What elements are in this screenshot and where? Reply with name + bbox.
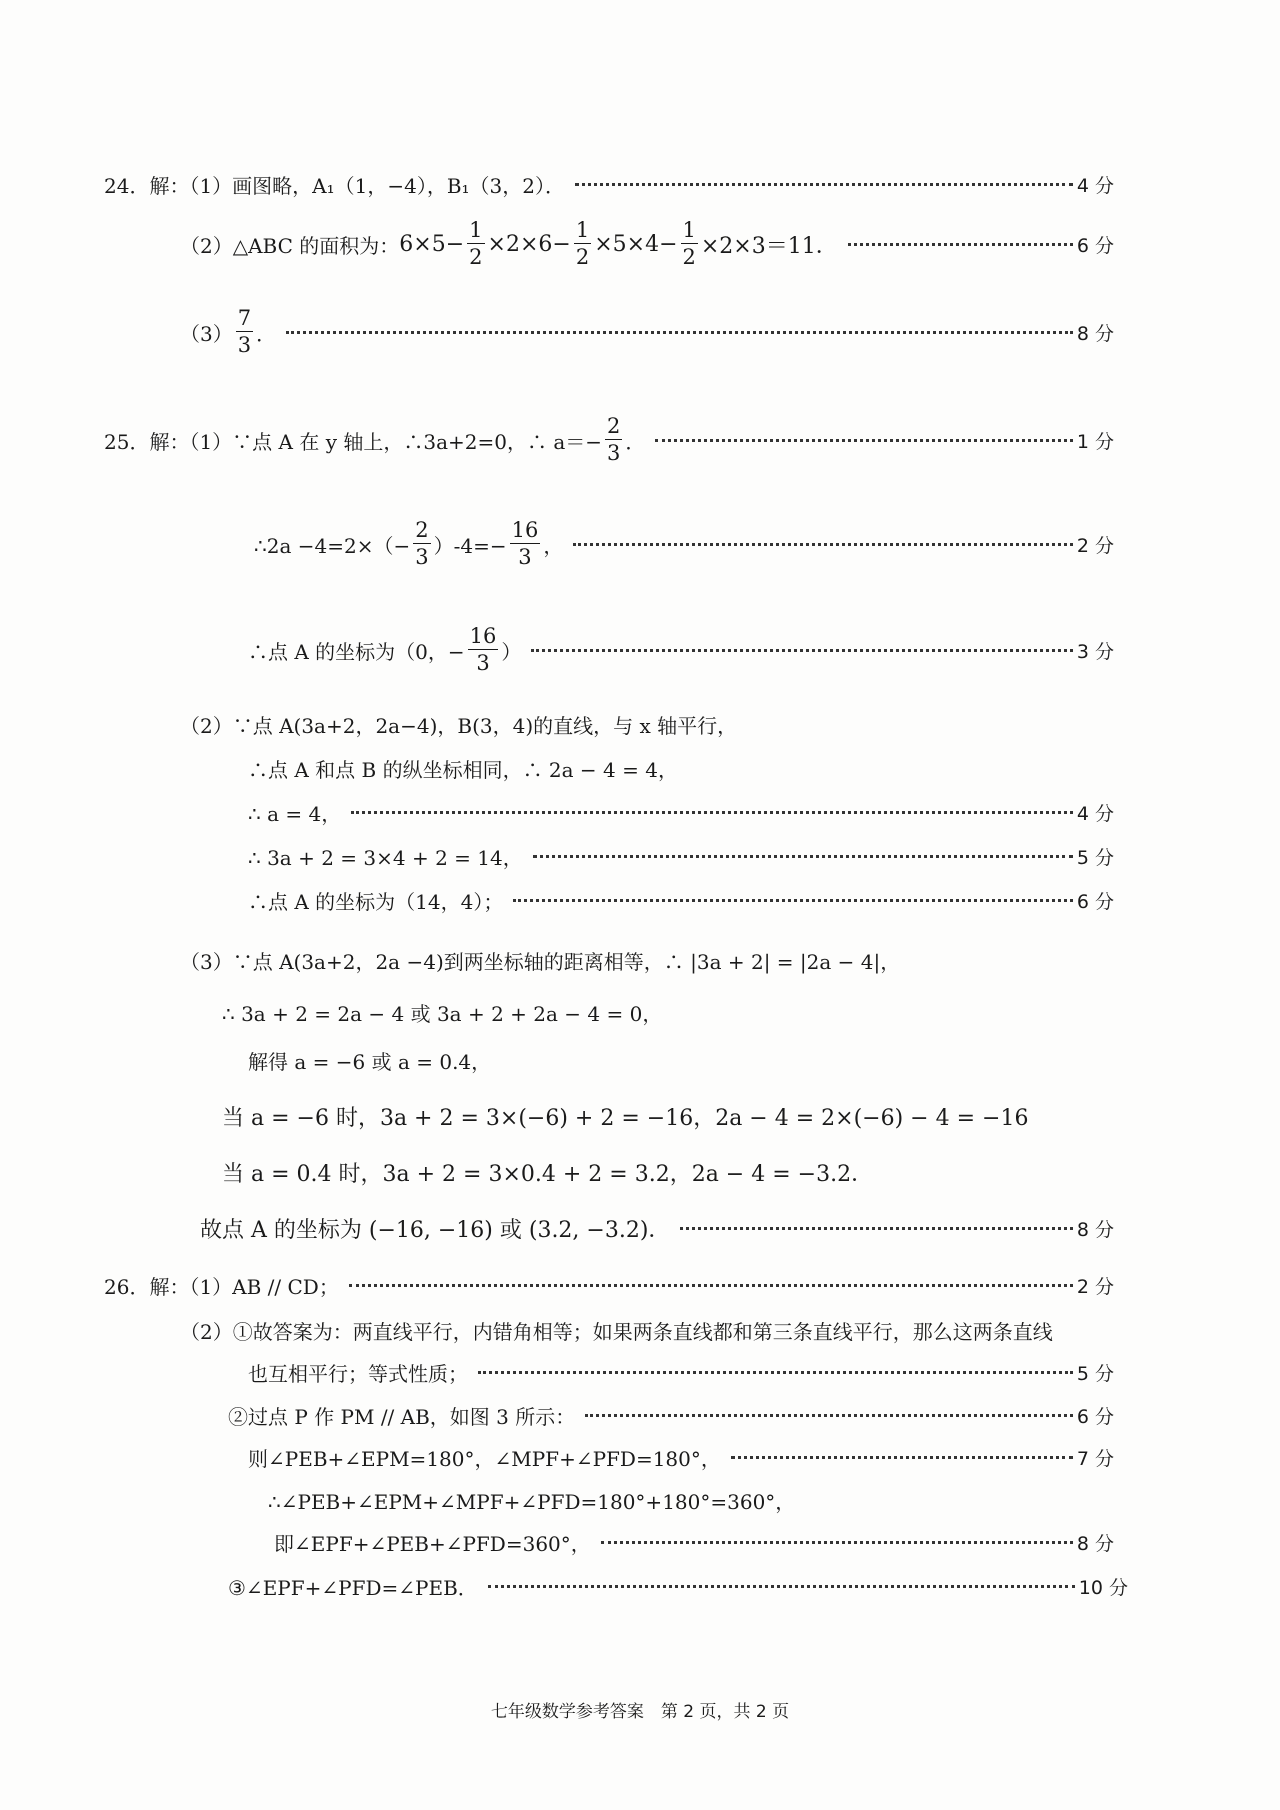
q25-line-4 [180,704,1114,744]
q25-line8-text: ∴点 A 的坐标为（14，4）； [248,889,504,914]
q26-line8-text: ③∠EPF+∠PFD=∠PEB． [228,1575,478,1600]
q25-line12-text: 当 a = −6 时，3a + 2 = 3×(−6) + 2 = −16，2a − 4 = 2×(−6) − 4 = −16 [222,1105,1029,1131]
leader-dots [575,183,1073,186]
q26-line1-score: 2 分 [1076,1275,1114,1298]
q26-line-8 [228,1566,1128,1606]
q24-part3-score: 8 分 [1076,322,1114,345]
q26-line-2 [180,1310,1160,1350]
q26-line4-text: ②过点 P 作 PM // AB，如图 3 所示： [228,1404,576,1429]
q25-line6-score: 4 分 [1076,802,1114,825]
leader-dots [531,649,1072,652]
leader-dots [286,331,1073,334]
q25-line2-score: 2 分 [1076,534,1114,557]
q25-line-6 [248,792,1114,832]
q25-line5-text: ∴点 A 和点 B 的纵坐标相同，∴ 2a − 4 = 4， [248,757,678,782]
leader-dots [655,439,1072,442]
q25-line-2 [254,512,1114,576]
leader-dots [488,1585,1075,1588]
q26-number: 26． [104,1274,150,1299]
leader-dots [848,243,1073,246]
q26-line6-text: ∴∠PEB+∠EPM+∠MPF+∠PFD=180°+180°=360°， [268,1489,796,1514]
q26-line7-score: 8 分 [1076,1532,1114,1555]
q25-line-8 [248,880,1114,920]
q26-line4-score: 6 分 [1076,1405,1114,1428]
q26-line-6 [268,1480,1114,1520]
q25-line1-tail: ． [625,429,646,454]
q25-line2-tail: ， [543,533,564,558]
q26-line-3 [248,1352,1114,1392]
q24-part2-label: （2）△ABC 的面积为： [180,233,400,258]
q26-line3-score: 5 分 [1076,1362,1114,1385]
leader-dots [513,899,1073,902]
leader-dots [585,1414,1073,1417]
q24-number: 24． [104,173,150,198]
q25-line3-score: 3 分 [1076,640,1114,663]
q24-part1-text: 解：（1）画图略，A₁（1，−4），B₁（3，2）． [149,173,566,198]
q25-line3-text: ∴点 A 的坐标为（0，− [248,639,465,664]
leader-dots [349,1284,1073,1287]
q25-line14-score: 8 分 [1076,1218,1114,1241]
q25-line1-score: 1 分 [1076,430,1114,453]
q25-line-11 [248,1040,1114,1080]
fraction-half: $\frac{1}{2}$ [575,218,590,269]
q26-line-1 [104,1265,1114,1305]
q26-line2-text: （2）①故答案为：两直线平行，内错角相等；如果两条直线都和第三条直线平行，那么这两条直线 [180,1319,1053,1344]
q26-line7-text: 即∠EPF+∠PEB+∠PFD=360°， [274,1531,591,1556]
q24-line-2 [180,212,1114,276]
q24-line-3 [180,300,1114,364]
q24-part3-fraction: $\frac{7}{3}$ [237,306,252,357]
q26-line3-text: 也互相平行；等式性质； [248,1361,468,1386]
q25-line3-tail: ） [501,639,522,664]
q26-line1-text: 解：（1）AB // CD； [149,1274,339,1299]
q25-line4-text: （2）∵点 A(3a+2，2a−4)，B(3，4)的直线，与 x 轴平行， [180,713,738,738]
leader-dots [601,1541,1073,1544]
leader-dots [533,855,1073,858]
q25-fraction-sixteen-thirds: $\frac{16}{3}$ [511,518,539,569]
q25-line7-score: 5 分 [1076,846,1114,869]
q24-expression-tail: ×2×3＝11． [700,233,838,259]
q25-line-13 [222,1152,1114,1192]
q25-fraction-two-thirds: $\frac{2}{3}$ [415,518,429,569]
leader-dots [351,811,1073,814]
q24-area-expression: 6×5− $\frac{1}{2}$ ×2×6− $\frac{1}{2}$ ×5×4− $\frac{1}{2}$ ×2×3＝11． [399,218,838,269]
q25-line-14 [200,1208,1114,1248]
q25-line6-text: ∴ a = 4， [248,801,342,826]
q25-fraction-two-thirds: $\frac{2}{3}$ [607,414,621,465]
q25-line-9 [180,940,1114,980]
leader-dots [731,1456,1073,1459]
page-footer: 七年级数学参考答案 第 2 页，共 2 页 [490,1702,790,1722]
q25-line11-text: 解得 a = −6 或 a = 0.4， [248,1049,492,1074]
q25-line-5 [248,748,1114,788]
leader-dots [478,1371,1073,1374]
q25-line-10 [222,992,1114,1032]
q25-line2-text-b: ）-4=− [433,533,507,558]
q24-line-1 [104,164,1114,204]
q24-part1-score: 4 分 [1076,174,1114,197]
fraction-half: $\frac{1}{2}$ [682,218,696,269]
q25-fraction-sixteen-thirds: $\frac{16}{3}$ [469,624,497,675]
q25-line8-score: 6 分 [1076,890,1114,913]
q25-line13-text: 当 a = 0.4 时，3a + 2 = 3×0.4 + 2 = 3.2，2a − 4 = −3.2． [222,1161,874,1187]
q26-line-4 [228,1395,1114,1435]
q24-part3-label: （3） [180,321,233,346]
q26-line-5 [248,1437,1114,1477]
q26-line5-text: 则∠PEB+∠EPM=180°，∠MPF+∠PFD=180°， [248,1446,721,1471]
q26-line5-score: 7 分 [1076,1447,1114,1470]
q25-line9-text: （3）∵点 A(3a+2，2a −4)到两坐标轴的距离相等，∴ |3a + 2| = |2a − 4|， [180,949,901,974]
q25-line10-text: ∴ 3a + 2 = 2a − 4 或 3a + 2 + 2a − 4 = 0， [222,1001,663,1026]
q25-line-12 [222,1096,1114,1136]
leader-dots [680,1227,1072,1230]
q25-line-1 [104,408,1114,472]
q26-line8-score: 10 分 [1078,1576,1128,1599]
q25-line2-text-a: ∴2a −4=2×（− [254,533,411,558]
q24-part3-tail: ． [256,321,277,346]
q25-number: 25． [104,429,150,454]
q24-part2-score: 6 分 [1076,234,1114,257]
fraction-half: $\frac{1}{2}$ [469,218,483,269]
q25-line7-text: ∴ 3a + 2 = 3×4 + 2 = 14， [248,845,523,870]
q25-line14-text: 故点 A 的坐标为 (−16, −16) 或 (3.2, −3.2)． [200,1217,671,1243]
q25-line-7 [248,836,1114,876]
q25-line-3 [248,618,1114,682]
leader-dots [573,543,1073,546]
q26-line-7 [274,1522,1114,1562]
q25-line1-text: 解：（1）∵点 A 在 y 轴上，∴3a+2=0，∴ a＝− [149,429,603,454]
